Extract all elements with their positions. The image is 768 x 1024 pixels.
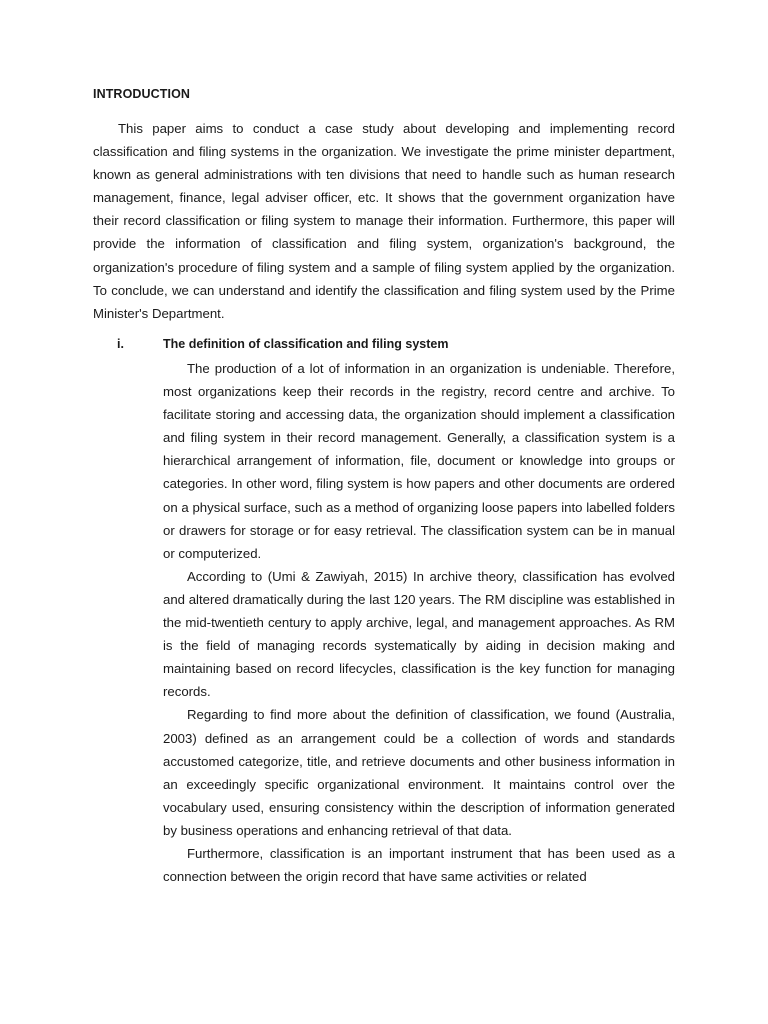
subsection-definition [117, 335, 675, 885]
subsection-heading [117, 335, 675, 353]
subsection-body [163, 357, 675, 888]
subsection-number: i. [117, 337, 124, 351]
body-paragraph-4: Furthermore, classification is an important instrument that has been used as a connection between the origin record that have same activities or related [163, 845, 675, 885]
body-paragraph-2: According to (Umi & Zawiyah, 2015) In archive theory, classification has evolved and altered dramatically during the last 120 years. The RM discipline was established in the mid-twentieth century to apply archive, legal, and management approaches. As RM is the field of managing records systematically by aiding in decision making and maintaining based on record lifecycles, classification is the key function for managing records. [163, 568, 675, 700]
body-paragraph-1: The production of a lot of information in an organization is undeniable. Therefore, most organizations keep their records in the registry, record centre and archive. To facilitate storing and accessing data, the organization should implement a classification and filing system in their record management. Generally, a classification system is a hierarchical arrangement of information, file, document or knowledge into groups or categories. In other word, filing system is how papers and other documents are ordered on a physical surface, such as a method of organizing loose papers into labelled folders or drawers for storage or for easy retrieval. The classification system can be in manual or computerized. [163, 361, 675, 561]
section-heading-introduction: INTRODUCTION [93, 87, 191, 101]
intro-paragraph: This paper aims to conduct a case study about developing and implementing record classification and filing systems in the organization. We investigate the prime minister department, known as general administrations with ten divisions that need to handle such as human research management, finance, legal adviser officer, etc. It shows that the government organization have their record classification or filing system to manage their information. Furthermore, this paper will provide the information of classification and filing system, organization's background, the organization's procedure of filing system and a sample of filing system applied by the organization. To conclude, we can understand and identify the classification and filing system used by the Prime Minister's Department. [93, 121, 675, 321]
body-paragraph-3: Regarding to find more about the definition of classification, we found (Australia, 2003) defined as an arrangement could be a collection of words and standards accustomed categorize, title, and retrieve documents and other business information in an exceedingly specific organizational environment. It maintains control over the vocabulary used, ensuring consistency within the description of information generated by business operations and enhancing retrieval of that data. [163, 707, 675, 838]
subsection-title: The definition of classification and filing system [163, 337, 449, 351]
